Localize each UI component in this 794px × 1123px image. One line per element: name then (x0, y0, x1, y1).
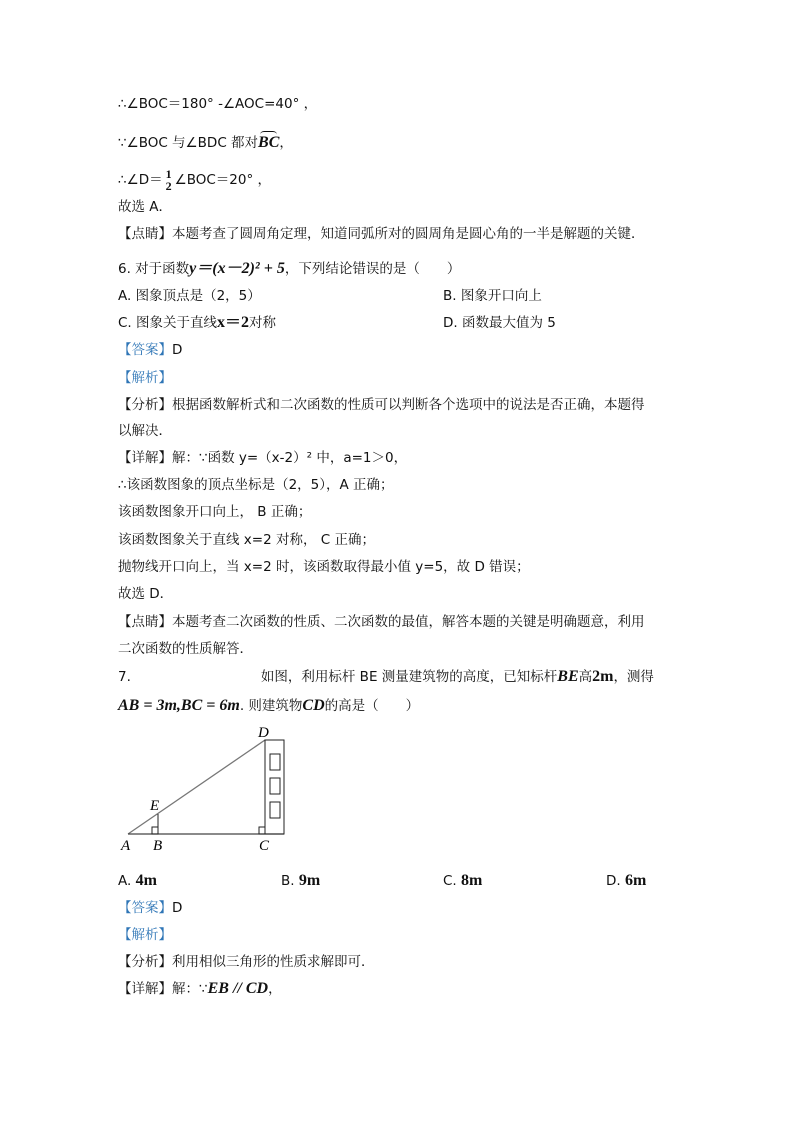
option-letter: B. (281, 873, 295, 889)
option-value: 4m (135, 872, 157, 889)
answer-line (118, 899, 182, 917)
text-line: 故选 A． (118, 199, 173, 215)
text: ∵∠BOC 与∠BDC 都对 (118, 135, 259, 151)
text: ，下列结论错误的是（ ） (284, 261, 461, 277)
text: 高 (578, 669, 593, 685)
text: ，测得 (613, 669, 654, 685)
text-line (118, 980, 282, 998)
text-line: 【详解】解：∵函数 y=（x-2）² 中，a=1＞0， (118, 450, 408, 466)
text: ， (268, 981, 282, 997)
text-line: 二次函数的性质解答． (118, 641, 253, 657)
option-d (606, 872, 646, 890)
denominator: 2 (165, 179, 172, 193)
right-angle-c (259, 827, 265, 834)
right-angle-b (152, 827, 158, 834)
question-number: 7. (118, 669, 131, 685)
window (270, 802, 280, 818)
option-value: 9m (298, 872, 321, 889)
window (270, 754, 280, 770)
math: BE (557, 668, 579, 685)
window (270, 778, 280, 794)
text-line: 该函数图象开口向上， B 正确； (118, 504, 312, 520)
option-c (443, 872, 482, 890)
answer-value: D (172, 900, 183, 916)
text: ∴∠D＝ (118, 172, 163, 188)
option-letter: A. (118, 873, 132, 889)
option-value: 8m (461, 872, 483, 889)
option-b: B. 图象开口向上 (443, 288, 542, 304)
option-value: 6m (624, 872, 647, 889)
math: EB // CD (207, 980, 269, 997)
option-letter: C. (443, 873, 457, 889)
analysis-label: 【解析】 (118, 370, 172, 386)
text: 的高是（ ） (324, 698, 420, 714)
text: 【详解】解：∵ (118, 981, 208, 997)
label-b: B (153, 838, 163, 854)
option-d: D. 函数最大值为 5 (443, 315, 556, 331)
answer-label: 【答案】 (118, 900, 172, 916)
math-arc-bc: BC (258, 134, 280, 151)
analysis-label: 【解析】 (118, 927, 172, 943)
text-line: 抛物线开口向上，当 x=2 时，该函数取得最小值 y=5，故 D 错误； (118, 559, 530, 575)
option-a (118, 872, 157, 890)
text-line: ∴∠BOC＝180° -∠AOC=40° ， (118, 96, 318, 112)
text: ∠BOC＝20° ， (174, 172, 271, 188)
answer-label: 【答案】 (118, 342, 172, 358)
option-b (281, 872, 320, 890)
math: 2m (592, 668, 614, 685)
option-letter: D. (606, 873, 621, 889)
label-d: D (258, 725, 269, 741)
text-line: 【分析】根据函数解析式和二次函数的性质可以判断各个选项中的说法是否正确，本题得 (118, 397, 645, 413)
text: 6. 对于函数 (118, 261, 190, 277)
math: CD (302, 697, 325, 714)
text: C. 图象关于直线 (118, 315, 218, 331)
text-line: 该函数图象关于直线 x=2 对称， C 正确； (118, 532, 375, 548)
math: AB = 3m,BC = 6m (118, 697, 240, 714)
text: 如图，利用标杆 BE 测量建筑物的高度，已知标杆 (260, 669, 558, 685)
numerator: 1 (165, 167, 172, 181)
label-e: E (150, 798, 160, 814)
label-c: C (259, 838, 270, 854)
label-a: A (121, 838, 131, 854)
math: x＝2 (217, 314, 250, 331)
text-line: 【点睛】本题考查了圆周角定理，知道同弧所对的圆周角是圆心角的一半是解题的关键． (118, 226, 645, 242)
line-ad (128, 740, 265, 834)
math-function: y＝(x－2)² + 5 (189, 260, 285, 277)
text: 对称 (249, 315, 277, 331)
option-a: A. 图象顶点是（2，5） (118, 288, 261, 304)
text-line: 以解决． (118, 423, 172, 439)
text: ， (279, 135, 293, 151)
text-line: 故选 D． (118, 586, 174, 602)
text-line: 【点睛】本题考查二次函数的性质、二次函数的最值，解答本题的关键是明确题意，利用 (118, 614, 645, 630)
text-line: 【分析】利用相似三角形的性质求解即可． (118, 954, 375, 970)
text: . 则建筑物 (239, 698, 303, 714)
answer-value: D (172, 342, 183, 358)
text-line: ∴该函数图象的顶点坐标是（2，5），A 正确； (118, 477, 394, 493)
